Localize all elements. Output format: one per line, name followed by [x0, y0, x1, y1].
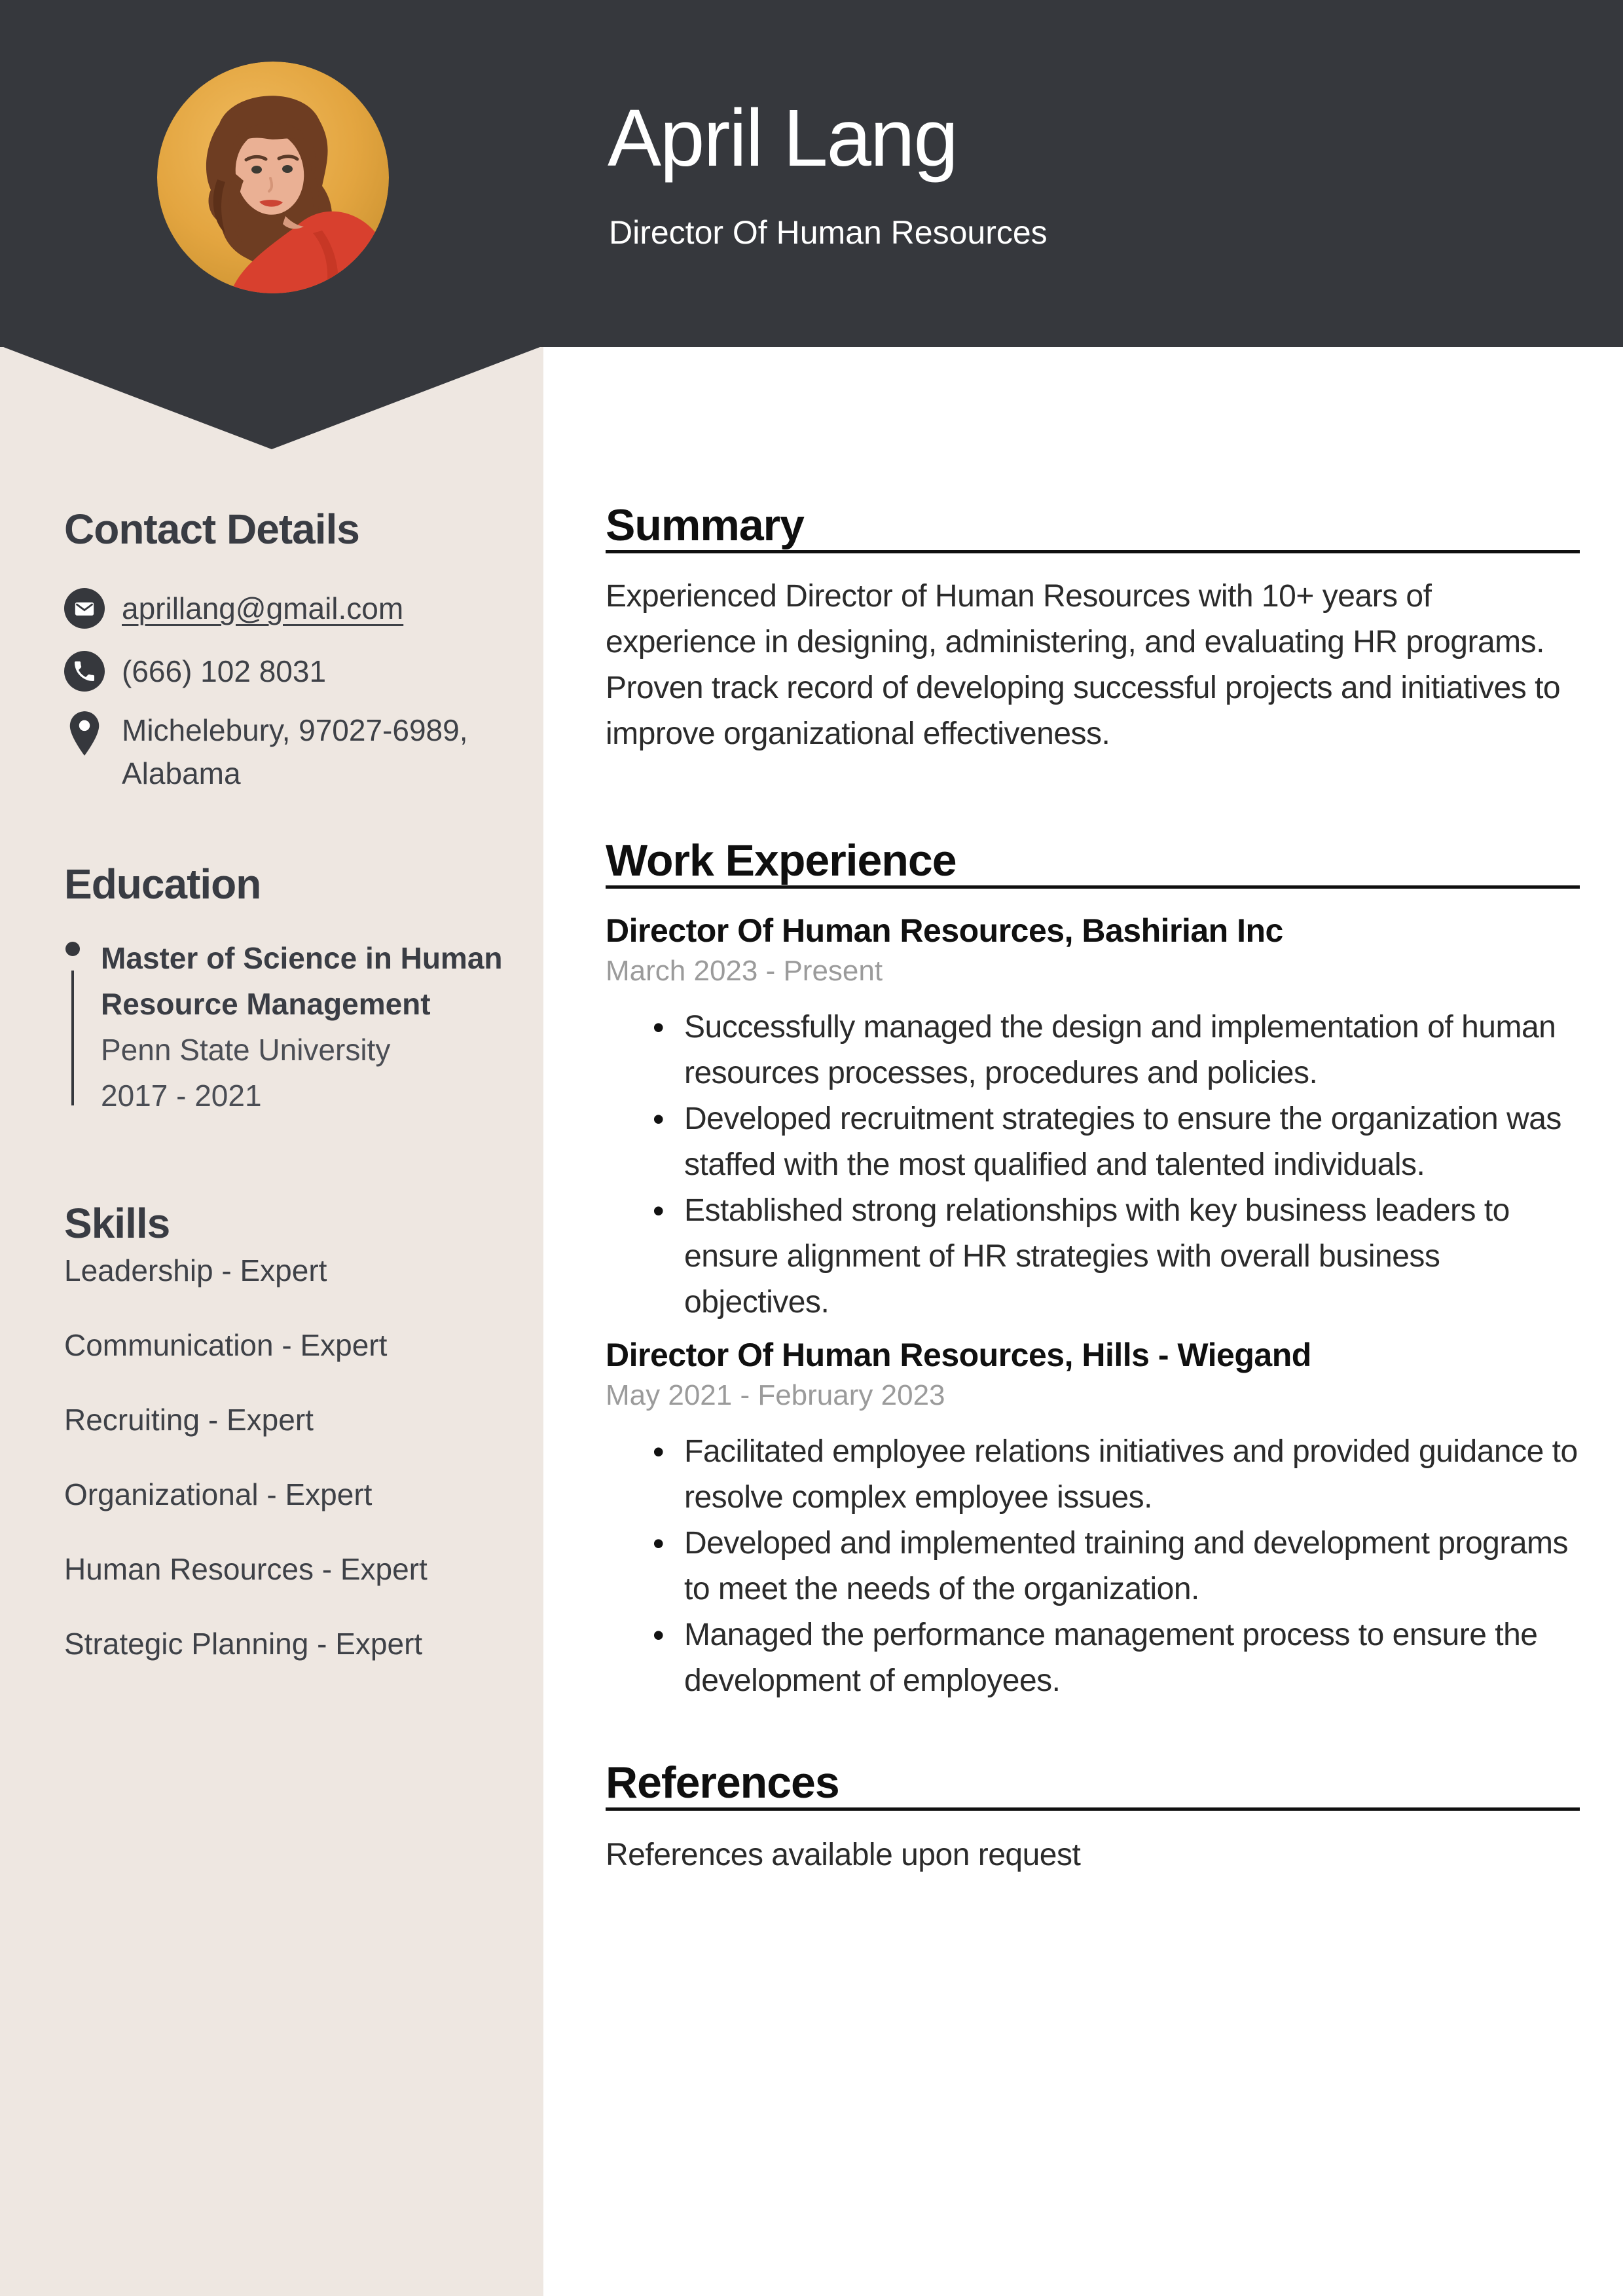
address-line-1: Michelebury, 97027-6989,	[122, 713, 468, 747]
education-timeline-line	[71, 971, 74, 1105]
job-bullet: • Managed the performance management process to ensure the development of employees.	[606, 1612, 1580, 1704]
job-bullet: • Successfully managed the design and implementation of human resources processes, procedures and policies.	[606, 1005, 1580, 1096]
education-school: Penn State University	[101, 1033, 391, 1067]
skill-item: Communication - Expert	[64, 1328, 388, 1362]
education-degree: Master of Science in Human Resource Management	[101, 941, 503, 1021]
education-heading: Education	[64, 861, 261, 908]
profile-photo	[157, 62, 389, 293]
job-bullet: • Established strong relationships with key business leaders to ensure alignment of HR strategies with overall business objectives.	[606, 1188, 1580, 1325]
summary-text: Experienced Director of Human Resources with 10+ years of experience in designing, administering, and evaluating HR programs. Proven track record of developing successful projects and initiatives to improve organizational effectiveness.	[606, 579, 1561, 751]
job-bullet-list	[606, 1429, 1580, 1704]
contact-row-phone	[64, 651, 326, 692]
skill-item: Organizational - Expert	[64, 1477, 373, 1511]
job-entry	[606, 1336, 1580, 1704]
summary-heading: Summary	[606, 503, 1580, 553]
skill-item: Human Resources - Expert	[64, 1552, 428, 1586]
skill-item: Leadership - Expert	[64, 1253, 327, 1287]
job-bullet: • Developed recruitment strategies to ensure the organization was staffed with the most qualified and talented individuals.	[606, 1096, 1580, 1188]
email-link[interactable]: aprillang@gmail.com	[122, 591, 404, 625]
job-entry-dates: March 2023 - Present	[606, 955, 883, 987]
education-timeline-dot	[65, 942, 80, 956]
phone-number: (666) 102 8031	[122, 654, 327, 688]
education-dates: 2017 - 2021	[101, 1079, 262, 1113]
address-line-2: Alabama	[122, 756, 241, 790]
contact-row-email	[64, 588, 403, 629]
skill-item: Strategic Planning - Expert	[64, 1627, 423, 1661]
portrait-illustration	[157, 62, 389, 293]
contact-details-heading: Contact Details	[64, 506, 359, 553]
map-pin-icon	[64, 709, 105, 758]
education-entry	[101, 935, 507, 1119]
references-text: References available upon request	[606, 1838, 1081, 1872]
job-bullet: • Developed and implemented training and development programs to meet the needs of the organization.	[606, 1521, 1580, 1612]
skills-heading: Skills	[64, 1200, 170, 1247]
job-entry	[606, 912, 1580, 1325]
page-title-name: April Lang	[608, 94, 957, 183]
skills-list	[64, 1252, 509, 1700]
job-bullet: • Facilitated employee relations initiatives and provided guidance to resolve complex employee issues.	[606, 1429, 1580, 1521]
job-entry-title: Director Of Human Resources, Hills - Wiegand	[606, 1337, 1311, 1373]
header-job-title: Director Of Human Resources	[609, 214, 1048, 251]
phone-icon	[64, 651, 105, 692]
job-bullet-list	[606, 1005, 1580, 1325]
job-entry-title: Director Of Human Resources, Bashirian Inc	[606, 912, 1283, 949]
work-experience-heading: Work Experience	[606, 838, 1580, 889]
envelope-icon	[64, 588, 105, 629]
address	[122, 709, 467, 795]
skill-item: Recruiting - Expert	[64, 1403, 314, 1437]
references-heading: References	[606, 1760, 1580, 1811]
job-entry-dates: May 2021 - February 2023	[606, 1379, 945, 1411]
contact-row-location	[64, 709, 467, 795]
